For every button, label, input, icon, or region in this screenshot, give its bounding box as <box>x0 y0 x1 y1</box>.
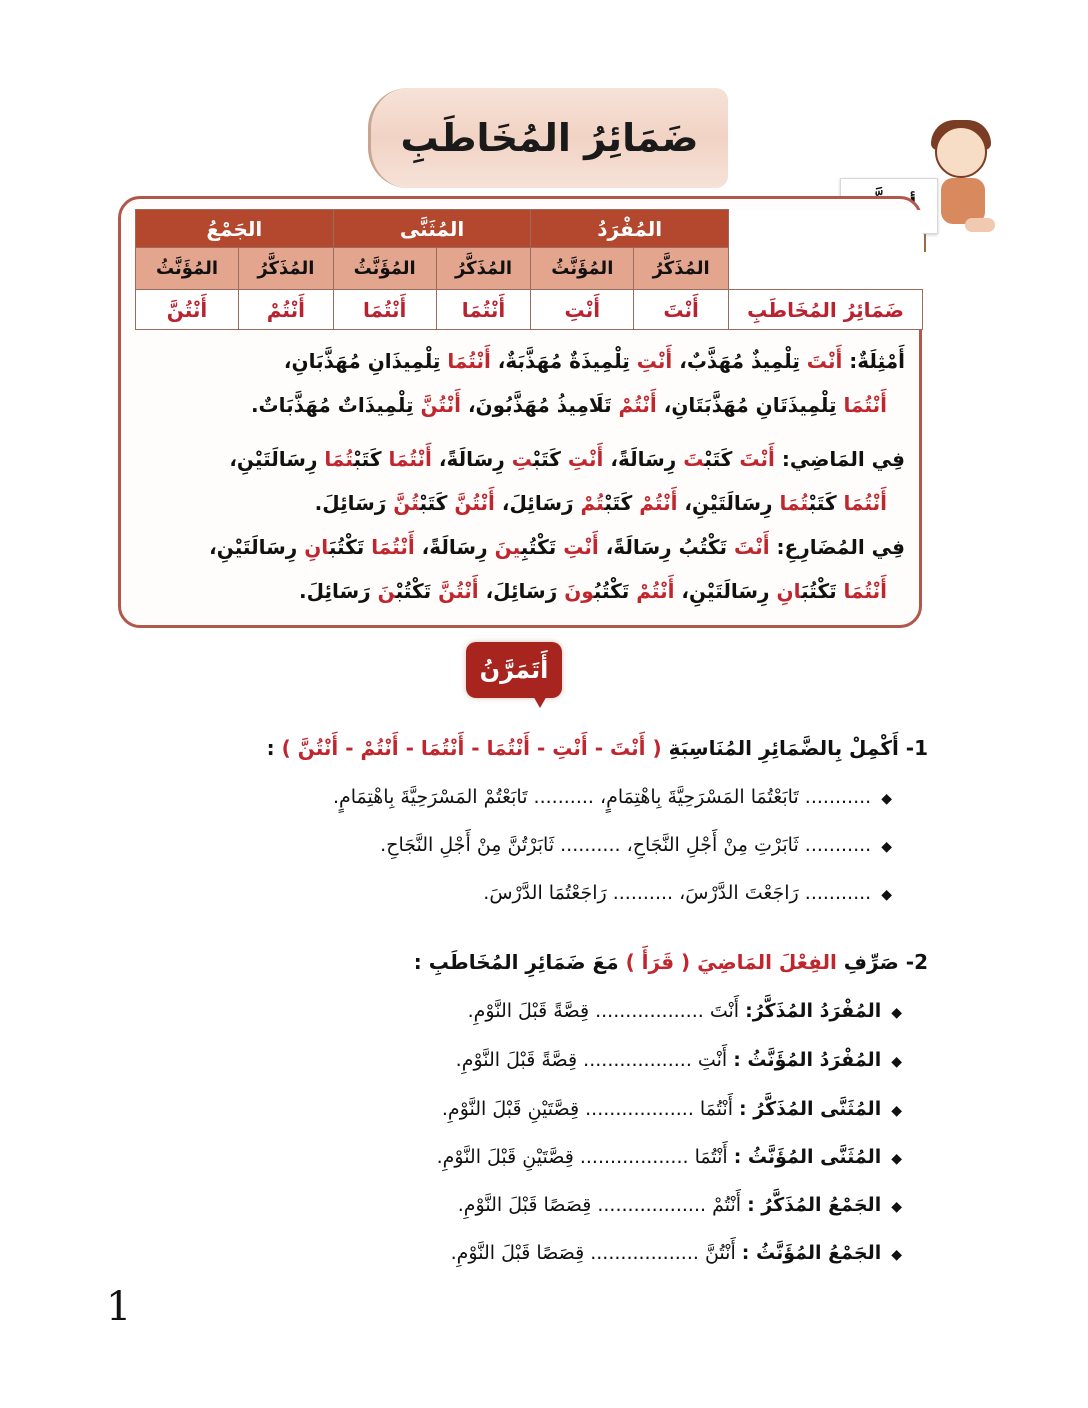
item-pronoun: أَنْتُمَا <box>694 1146 728 1168</box>
diamond-bullet-icon: ◆ <box>881 887 892 903</box>
diamond-bullet-icon: ◆ <box>881 839 892 855</box>
verb-suffix: تُمْ <box>580 491 605 515</box>
verb-suffix: تُمَا <box>324 447 354 471</box>
pronoun-highlight: أَنْتُمَا <box>447 349 491 373</box>
pronoun-highlight: أَنْتُمْ <box>618 393 657 417</box>
exercise1-item[interactable] <box>483 882 892 904</box>
diamond-bullet-icon: ◆ <box>891 1199 902 1215</box>
item-label: الجَمْعُ المُؤَنَّثُ : <box>741 1242 882 1264</box>
pronoun-table <box>135 209 923 330</box>
sign-pole <box>924 234 926 252</box>
example-text: تِلْمِيذَتَانِ مُهَذَّبَتَانِ، <box>656 393 844 417</box>
item-label: المُفْرَدُ المُذَكَّرُ: <box>745 1000 882 1022</box>
item-pronoun: أَنْتُمْ <box>712 1194 742 1216</box>
pronoun-cell: أَنْتُمَا <box>436 290 531 330</box>
verb-suffix: تُمَا <box>779 491 809 515</box>
pronoun-highlight: أَنْتِ <box>563 535 599 559</box>
pronoun-highlight: أَنْتَ <box>734 535 770 559</box>
verb-suffix: انِ <box>304 535 329 559</box>
girl-leg <box>965 218 995 232</box>
answer-blank[interactable]: .................. <box>595 1000 704 1022</box>
diamond-bullet-icon: ◆ <box>891 1151 902 1167</box>
example-text: تَكْتُبُ رِسَالَةً، <box>598 535 735 559</box>
past-label: فِي المَاضِي: <box>774 447 905 471</box>
pronoun-highlight: أَنْتُمَا <box>388 447 432 471</box>
example-text: تِلْمِيذٌ مُهَذَّبٌ، <box>672 349 807 373</box>
present-line <box>131 569 905 613</box>
item-pronoun: أَنْتُمَا <box>699 1098 733 1120</box>
diamond-bullet-icon: ◆ <box>891 1247 902 1263</box>
pronoun-highlight: أَنْتَ <box>739 447 775 471</box>
title-banner <box>368 88 728 188</box>
answer-blank[interactable]: .................. <box>590 1242 699 1264</box>
pronoun-highlight: أَنْتُنَّ <box>438 579 479 603</box>
subheader-cell: المُذَكَّرُ <box>436 248 531 290</box>
example-text: رَسَائِلَ. <box>314 491 394 515</box>
table-corner <box>729 210 923 290</box>
exercise2-item[interactable] <box>468 1000 902 1022</box>
item-label: الجَمْعُ المُذَكَّرُ : <box>747 1194 882 1216</box>
verb-suffix: تِ <box>511 447 533 471</box>
subheader-cell: المُذَكَّرُ <box>634 248 729 290</box>
item-pronoun: أَنْتَ <box>709 1000 740 1022</box>
answer-blank[interactable]: .................. <box>583 1049 692 1071</box>
exercise2-verb: الفِعْلَ المَاضِيَ ( قَرَأَ ) <box>625 950 837 974</box>
pronoun-highlight: أَنْتُمْ <box>636 579 675 603</box>
example-text: رِسَالَتَيْنِ، <box>677 491 780 515</box>
verb-stem: تَكْتُبِ <box>520 535 564 559</box>
item-rest: قِصَّةً قَبْلَ النَّوْمِ. <box>467 1000 590 1022</box>
item-rest: قِصَّتَيْنِ قَبْلَ النَّوْمِ. <box>441 1098 580 1120</box>
row-label: ضَمَائِرُ المُخَاطَبِ <box>729 290 923 330</box>
speech-bubble-tail <box>532 694 548 708</box>
practice-badge <box>466 642 562 698</box>
item-rest: قِصَصًا قَبْلَ النَّوْمِ. <box>450 1242 585 1264</box>
pronoun-highlight: أَنْتُمَا <box>843 491 887 515</box>
page-number: 1 <box>106 1284 132 1330</box>
example-text: رِسَالَتَيْنِ، <box>229 447 325 471</box>
example-text: رَسَائِلَ، <box>478 579 565 603</box>
table-pronoun-row <box>136 290 923 330</box>
verb-stem: تَكْتُبَ <box>801 579 844 603</box>
practice-label: أَتَمَرَّنُ <box>479 656 549 684</box>
verb-suffix: تُنَّ <box>393 491 420 515</box>
item-rest: قِصَّةً قَبْلَ النَّوْمِ. <box>455 1049 578 1071</box>
item-label: المُثَنَّى المُذَكَّرُ : <box>739 1098 882 1120</box>
verb-stem: تَكْتُبَ <box>328 535 372 559</box>
example-text: رَسَائِلَ. <box>299 579 378 603</box>
subheader-cell: المُؤَنَّثُ <box>531 248 634 290</box>
girl-head <box>935 126 987 178</box>
exercise1-item-text: ........... رَاجَعْتَ الدَّرْسَ، .......... رَاجَعْتُمَا الدَّرْسَ. <box>483 882 872 904</box>
item-label: المُثَنَّى المُؤَنَّثُ : <box>733 1146 882 1168</box>
subheader-cell: المُذَكَّرُ <box>239 248 334 290</box>
exercise2-suffix: مَعَ ضَمَائِرِ المُخَاطَبِ : <box>413 950 626 974</box>
pronoun-highlight: أَنْتُمْ <box>639 491 678 515</box>
pronoun-cell: أَنْتُنَّ <box>136 290 239 330</box>
example-text: رِسَالَةً، <box>603 447 684 471</box>
verb-stem: تَكْتُبُ <box>593 579 637 603</box>
pronoun-cell: أَنْتِ <box>531 290 634 330</box>
diamond-bullet-icon: ◆ <box>891 1054 902 1070</box>
verb-stem: كَتَبْ <box>808 491 844 515</box>
example-text: رِسَالَةً، <box>431 447 512 471</box>
pronoun-cell: أَنْتُمْ <box>239 290 334 330</box>
present-line <box>131 525 905 569</box>
exercise2-item[interactable] <box>437 1146 902 1168</box>
verb-stem: كَتَبْ <box>532 447 568 471</box>
spacer <box>131 427 905 437</box>
example-text: تِلْمِيذَانِ مُهَذَّبَانِ، <box>283 349 448 373</box>
item-rest: قِصَّتَيْنِ قَبْلَ النَّوْمِ. <box>436 1146 574 1168</box>
item-pronoun: أَنْتُنَّ <box>704 1242 736 1264</box>
verb-stem: كَتَبْ <box>604 491 640 515</box>
answer-blank[interactable]: .................. <box>597 1194 707 1216</box>
exercise1-colon: : <box>266 736 282 760</box>
subheader-cell: المُؤَنَّثُ <box>333 248 436 290</box>
page-title: ضَمَائِرُ المُخَاطَبِ <box>400 116 699 160</box>
example-text: رِسَالَتَيْنِ، <box>674 579 777 603</box>
pronoun-highlight: أَنْتَ <box>806 349 843 373</box>
pronoun-highlight: أَنْتُمَا <box>843 393 887 417</box>
exercise1-instruction: 1- أَكْمِلْ بِالضَّمَائِرِ المُنَاسِبَةِ <box>661 736 928 760</box>
table-header-row <box>136 210 923 248</box>
past-line <box>131 481 905 525</box>
verb-stem: كَتَبْ <box>704 447 740 471</box>
example-line <box>131 383 905 427</box>
example-text: تِلْمِيذَةٌ مُهَذَّبَةٌ، <box>490 349 637 373</box>
examples-label: أَمْثِلَةٌ: <box>842 349 905 373</box>
item-pronoun: أَنْتِ <box>697 1049 728 1071</box>
exercise1-item[interactable] <box>380 834 892 856</box>
item-rest: قِصَصًا قَبْلَ النَّوْمِ. <box>457 1194 592 1216</box>
present-label: فِي المُضَارِعِ: <box>769 535 905 559</box>
pronoun-highlight: أَنْتِ <box>636 349 673 373</box>
pronoun-highlight: أَنْتُنَّ <box>454 491 495 515</box>
header-dual: المُثَنَّى <box>333 210 531 248</box>
verb-suffix: نَ <box>377 579 396 603</box>
remember-box <box>118 196 922 628</box>
exercise2-heading <box>414 950 928 974</box>
example-text: رَسَائِلَ، <box>494 491 581 515</box>
verb-suffix: تَ <box>683 447 705 471</box>
exercise2-item[interactable] <box>442 1098 902 1120</box>
diamond-bullet-icon: ◆ <box>891 1103 902 1119</box>
pronoun-highlight: أَنْتُمَا <box>843 579 887 603</box>
example-text: رِسَالَةً، <box>414 535 495 559</box>
pronoun-highlight: أَنْتُمَا <box>371 535 415 559</box>
pronoun-highlight: أَنْتُنَّ <box>420 393 461 417</box>
verb-suffix: ينَ <box>494 535 521 559</box>
verb-suffix: انِ <box>776 579 802 603</box>
subheader-cell: المُؤَنَّثُ <box>136 248 239 290</box>
pronoun-highlight: أَنْتِ <box>567 447 604 471</box>
exercise1-options: ( أَنْتَ - أَنْتِ - أَنْتُمَا - أَنْتُمَا - أَنْتُمْ - أَنْتُنَّ ) <box>281 736 662 760</box>
example-text: رِسَالَتَيْنِ، <box>209 535 305 559</box>
diamond-bullet-icon: ◆ <box>891 1005 902 1021</box>
header-plural: الجَمْعُ <box>136 210 334 248</box>
exercise2-item[interactable] <box>451 1242 902 1264</box>
verb-stem: كَتَبْ <box>353 447 389 471</box>
exercise2-item[interactable] <box>458 1194 902 1216</box>
answer-blank[interactable]: .................. <box>585 1098 694 1120</box>
exercise2-instruction: 2- صَرِّفِ <box>836 950 928 974</box>
exercise1-item[interactable] <box>333 786 892 808</box>
item-label: المُفْرَدُ المُؤَنَّثُ : <box>733 1049 882 1071</box>
verb-stem: كَتَبْ <box>419 491 455 515</box>
example-text: تِلْمِيذَاتٌ مُهَذَّبَاتٌ. <box>250 393 421 417</box>
header-singular: المُفْرَدُ <box>531 210 729 248</box>
exercise2-item[interactable] <box>456 1049 902 1071</box>
verb-stem: تَكْتُبْ <box>395 579 439 603</box>
example-text: تَلَامِيذُ مُهَذَّبُونَ، <box>461 393 619 417</box>
examples-block <box>131 339 905 613</box>
answer-blank[interactable]: .................. <box>579 1146 689 1168</box>
past-line <box>131 437 905 481</box>
pronoun-cell: أَنْتُمَا <box>333 290 436 330</box>
pronoun-cell: أَنْتَ <box>634 290 729 330</box>
exercise1-heading <box>267 736 928 760</box>
diamond-bullet-icon: ◆ <box>881 791 892 807</box>
example-line <box>131 339 905 383</box>
exercise1-item-text: ........... ثَابَرْتِ مِنْ أَجْلِ النَّجَاحِ، .......... ثَابَرْتُنَّ مِنْ أَجْلِ النَّجَاحِ. <box>380 834 872 856</box>
verb-suffix: ونَ <box>564 579 594 603</box>
exercise1-item-text: ........... تَابَعْتُمَا المَسْرَحِيَّةَ بِاهْتِمَامٍ، .......... تَابَعْتُمْ المَسْرَحِيَّةَ بِاهْتِمَامٍ. <box>332 786 872 808</box>
